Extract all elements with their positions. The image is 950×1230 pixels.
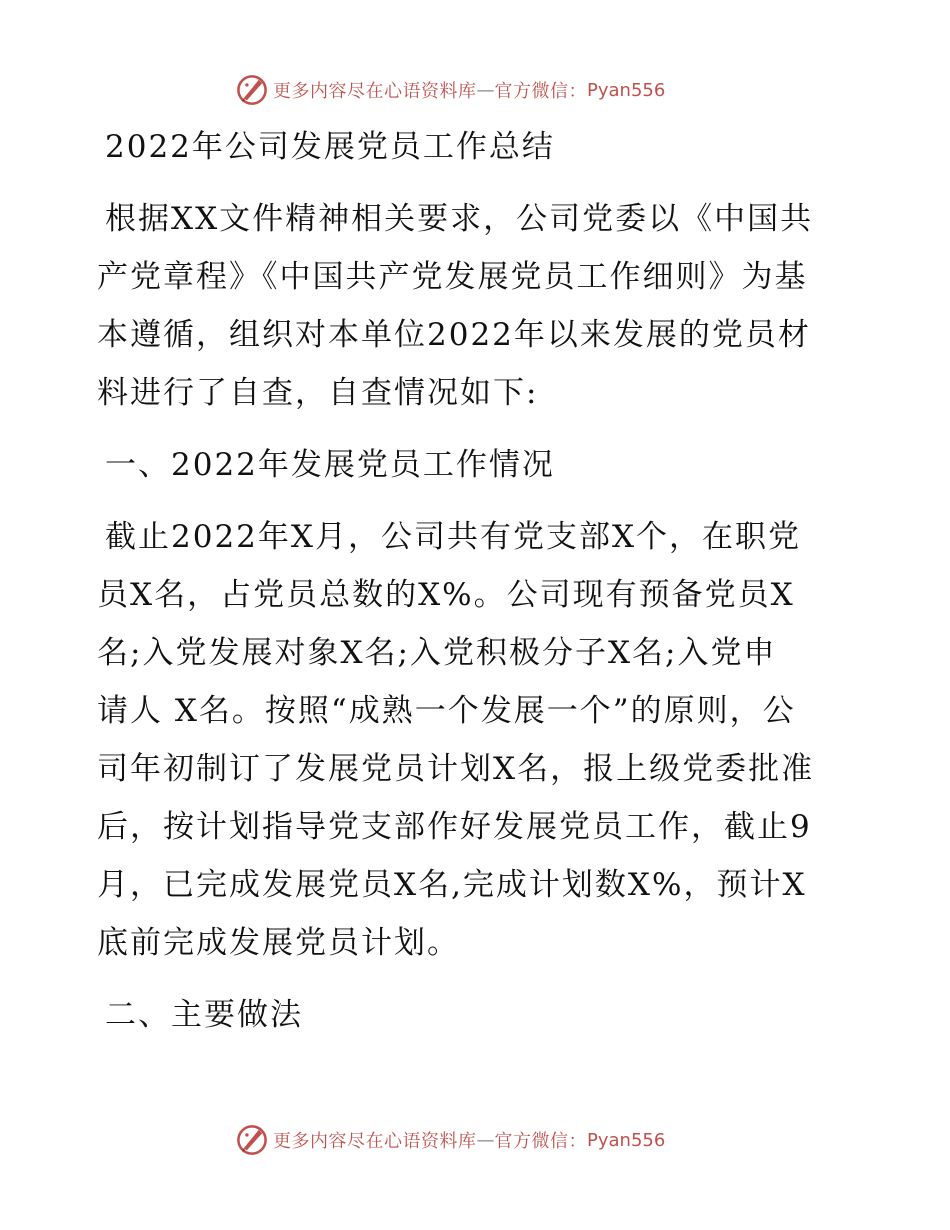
watermark-text: 更多内容尽在心语资料库 [273,1131,477,1152]
intro-paragraph [97,190,877,422]
watermark-account: Pyan556 [587,1129,666,1151]
quill-pen-seal-icon [235,73,269,107]
watermark-account: Pyan556 [587,79,666,101]
watermark-separator: — [476,1129,495,1151]
paragraph-line: 截止2022年X月，公司共有党支部X个，在职党 [105,519,802,555]
paragraph-line: 名;入党发展对象X名;入党积极分子X名;入党申 [97,635,777,671]
section1-paragraph [97,508,877,972]
paragraph-line: 后，按计划指导党支部作好发展党员工作，截止9 [97,809,812,845]
paragraph-line: 月，已完成发展党员X名,完成计划数X%，预计X [97,867,807,903]
document-body [97,118,877,1044]
page-title: 2022年公司发展党员工作总结 [105,129,555,165]
quill-pen-seal-icon [235,1123,269,1157]
paragraph-line: 员X名，占党员总数的X%。公司现有预备党员X [97,577,795,613]
paragraph-line: 产党章程》《中国共产党发展党员工作细则》为基 [97,259,808,295]
section-heading-1: 一、2022年发展党员工作情况 [105,447,555,483]
watermark-label: 官方微信： [494,1131,587,1152]
paragraph-line: 料进行了自查，自查情况如下: [97,375,539,411]
footer-watermark [235,1122,665,1158]
paragraph-line: 根据XX文件精神相关要求，公司党委以《中国共 [105,201,814,237]
paragraph-line: 底前完成发展党员计划。 [97,925,460,961]
watermark-text: 更多内容尽在心语资料库 [273,81,477,102]
section-heading-2: 二、主要做法 [105,997,303,1033]
watermark-separator: — [476,79,495,101]
header-watermark [235,72,665,108]
paragraph-line: 本遵循，组织对本单位2022年以来发展的党员材 [97,317,811,353]
paragraph-line: 请人 X名。按照“成熟一个发展一个”的原则，公 [97,693,796,729]
watermark-label: 官方微信： [494,81,587,102]
paragraph-line: 司年初制订了发展党员计划X名，报上级党委批准 [97,751,815,787]
